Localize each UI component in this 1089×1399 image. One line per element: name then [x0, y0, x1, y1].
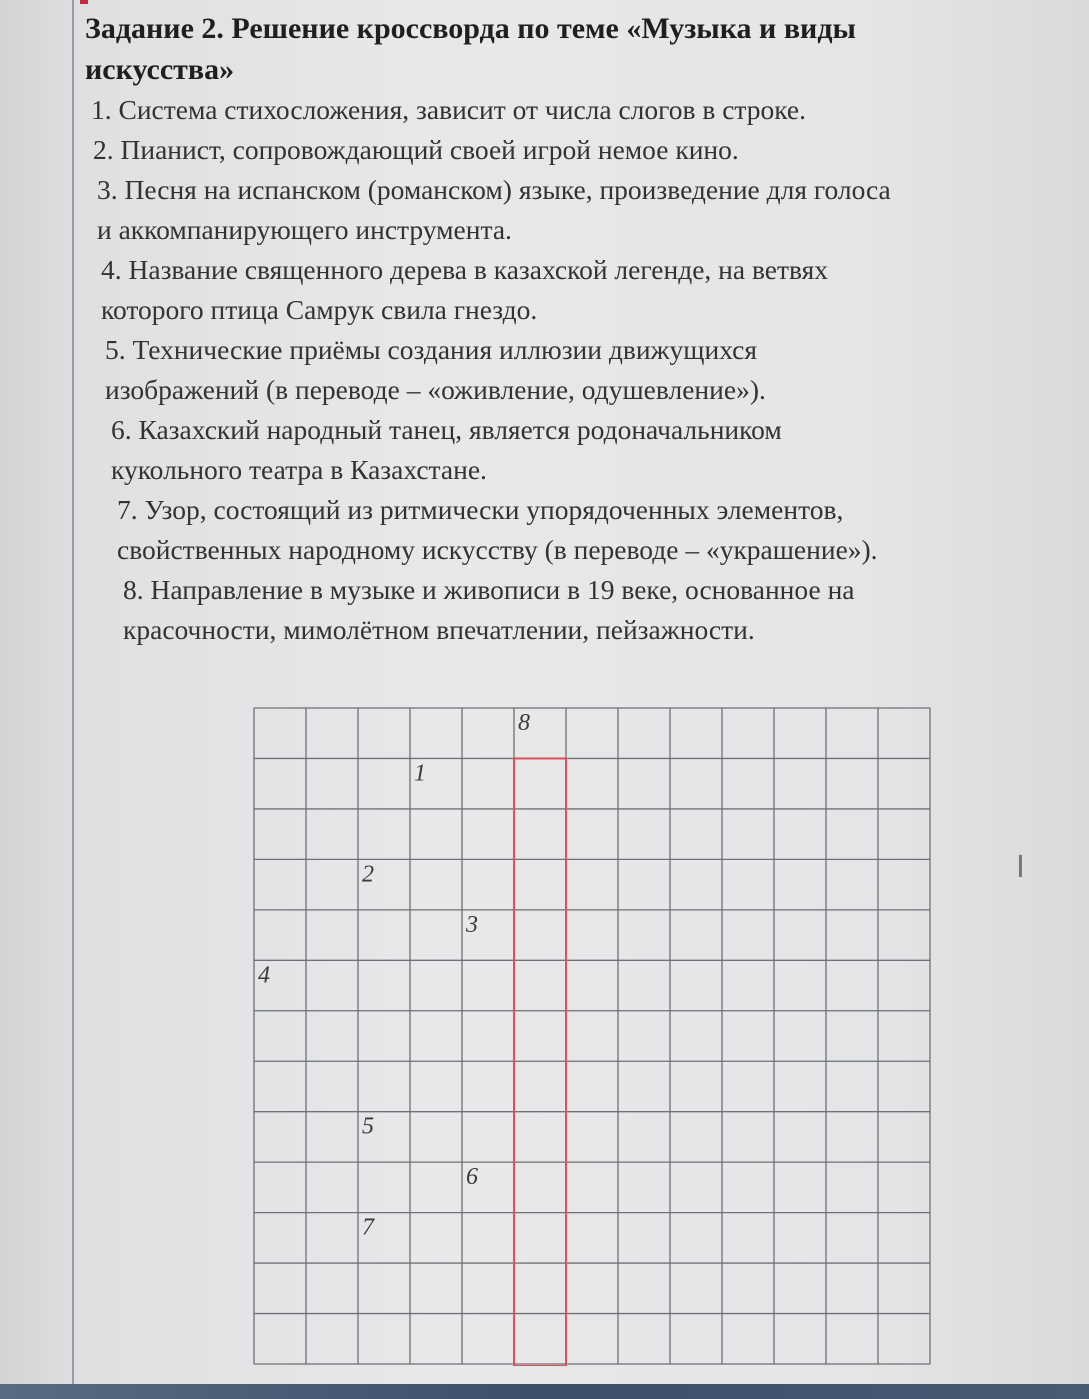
- clue-item-6: [85, 410, 1075, 490]
- clue-list: [85, 90, 1075, 650]
- clue-2-line-1: 2. Пианист, сопровождающий своей игрой немое кино.: [93, 134, 739, 165]
- clue-5-line-2: изображений (в переводе – «оживление, одушевление»).: [105, 374, 766, 405]
- red-mark: [80, 0, 88, 4]
- crossword-grid: [252, 706, 932, 1366]
- highlight-column-8: [514, 758, 566, 1366]
- task-title-line-2: искусства»: [85, 53, 235, 86]
- clue-3-line-1: 3. Песня на испанском (романском) языке, произведение для голоса: [97, 174, 891, 205]
- grid-label-5: 5: [362, 1113, 374, 1140]
- task-title-line-1: Задание 2. Решение кроссворда по теме «Музыка и виды: [85, 12, 856, 45]
- clue-3-line-2: и аккомпанирующего инструмента.: [97, 214, 512, 245]
- clue-4-line-1: 4. Название священного дерева в казахской легенде, на ветвях: [101, 254, 829, 285]
- clue-5-line-1: 5. Технические приёмы создания иллюзии движущихся: [105, 334, 758, 365]
- text-cursor-icon: I: [1016, 850, 1025, 885]
- grid-label-4: 4: [258, 962, 270, 989]
- clue-8-line-2: красочности, мимолётном впечатлении, пейзажности.: [123, 614, 755, 645]
- clue-item-2: [85, 130, 1075, 170]
- grid-label-1: 1: [414, 760, 426, 787]
- clue-item-3: [85, 170, 1075, 250]
- page-margin-line: [72, 0, 74, 1399]
- clue-item-1: [85, 90, 1075, 130]
- crossword-svg: [252, 706, 932, 1366]
- clue-6-line-1: 6. Казахский народный танец, является родоначальником: [111, 414, 782, 445]
- grid-label-7: 7: [362, 1214, 374, 1241]
- grid-label-2: 2: [362, 861, 374, 888]
- grid-label-3: 3: [466, 911, 478, 938]
- clue-7-line-1: 7. Узор, состоящий из ритмически упорядоченных элементов,: [117, 494, 844, 525]
- clue-1-line-1: 1. Система стихосложения, зависит от числа слогов в строке.: [91, 94, 807, 125]
- grid-label-8: 8: [518, 710, 530, 736]
- clue-7-line-2: свойственных народному искусству (в переводе – «украшение»).: [117, 534, 878, 565]
- document-body: [85, 8, 1075, 650]
- screen-bottom-edge: [0, 1384, 1089, 1399]
- clue-4-line-2: которого птица Самрук свила гнездо.: [101, 294, 538, 325]
- clue-item-4: [85, 250, 1075, 330]
- clue-item-5: [85, 330, 1075, 410]
- clue-6-line-2: кукольного театра в Казахстане.: [111, 454, 487, 485]
- grid-label-6: 6: [466, 1164, 478, 1191]
- clue-item-7: [85, 490, 1075, 570]
- clue-8-line-1: 8. Направление в музыке и живописи в 19 веке, основанное на: [123, 574, 855, 605]
- clue-item-8: [85, 570, 1075, 650]
- task-title: [85, 8, 1075, 90]
